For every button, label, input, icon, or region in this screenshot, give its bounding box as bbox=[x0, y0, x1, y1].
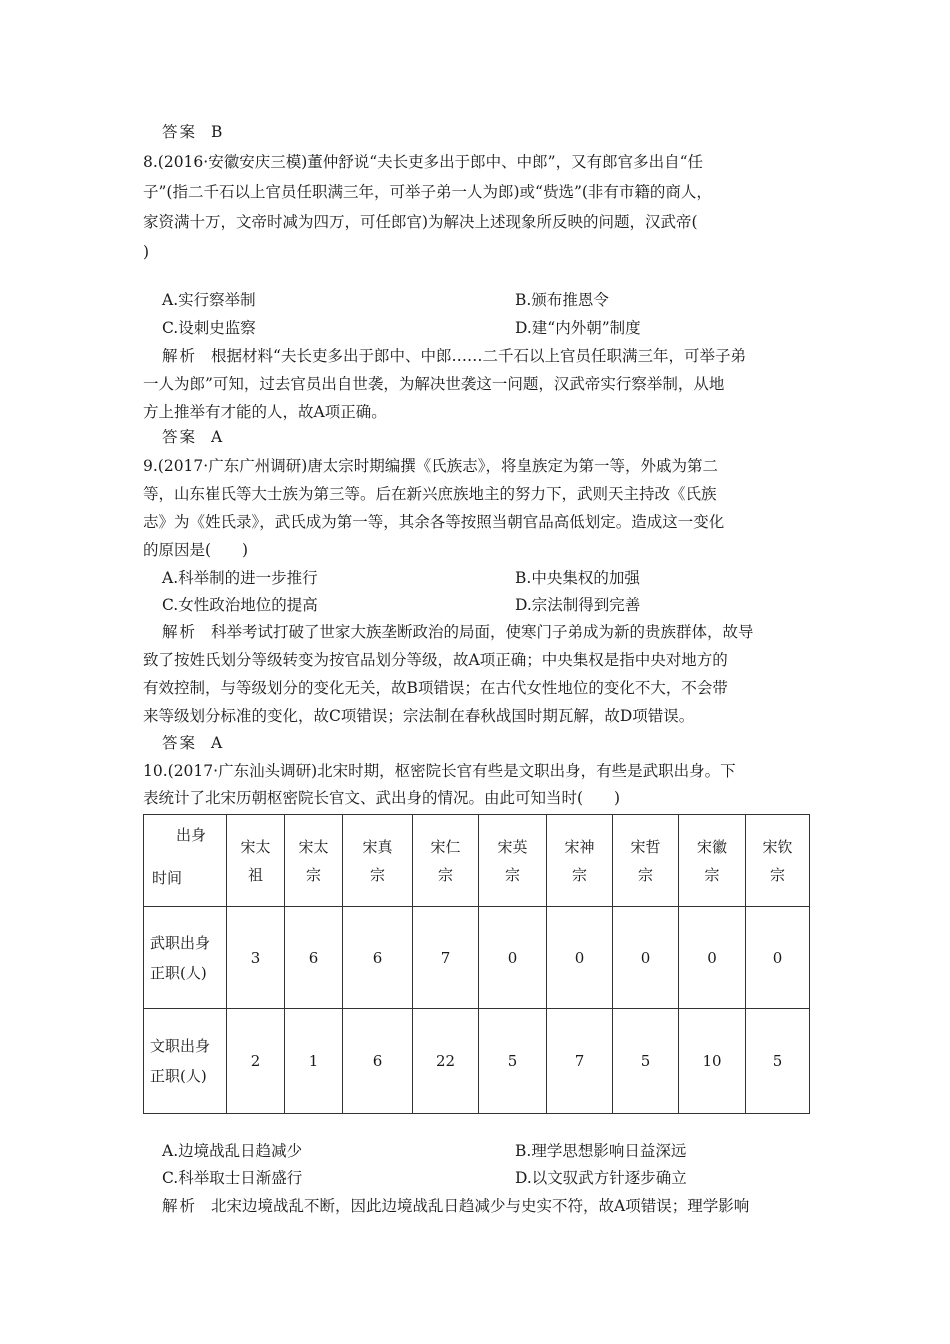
q8-line-3: 家资满十万，文帝时减为四万，可任郎官)为解决上述现象所反映的问题，汉武帝( bbox=[143, 213, 698, 231]
q8-analysis-line-1 bbox=[162, 346, 746, 366]
q10-analysis-line-1 bbox=[162, 1196, 749, 1216]
table-cell: 2 bbox=[227, 1009, 285, 1114]
q10-line-2: 表统计了北宋历朝枢密院长官文、武出身的情况。由此可知当时( ) bbox=[143, 789, 621, 807]
q10-analysis-text-1: 北宋边境战乱不断，因此边境战乱日趋减少与史实不符，故A项错误；理学影响 bbox=[211, 1197, 750, 1215]
q9-analysis-line-3: 有效控制，与等级划分的变化无关，故B项错误；在古代女性地位的变化不大，不会带 bbox=[143, 679, 728, 697]
table-cell: 0 bbox=[679, 907, 746, 1009]
col-header: 宋哲 宗 bbox=[613, 815, 679, 907]
q8-analysis-label: 解析 bbox=[162, 347, 198, 365]
table-cell: 5 bbox=[746, 1009, 810, 1114]
answer-label: 答案 bbox=[162, 123, 198, 141]
q8-line-4: ) bbox=[143, 243, 150, 261]
q8-option-c: C.设刺史监察 bbox=[162, 319, 256, 337]
table-cell: 7 bbox=[413, 907, 479, 1009]
table-cell: 3 bbox=[227, 907, 285, 1009]
col-header: 宋太 宗 bbox=[285, 815, 343, 907]
col-header: 宋徽 宗 bbox=[679, 815, 746, 907]
col-header: 宋仁 宗 bbox=[413, 815, 479, 907]
q10-analysis-label: 解析 bbox=[162, 1197, 198, 1215]
table-cell: 6 bbox=[343, 1009, 413, 1114]
table-cell: 0 bbox=[746, 907, 810, 1009]
q8-analysis-text-1: 根据材料“夫长吏多出于郎中、中郎……二千石以上官员任职满三年，可举子弟 bbox=[211, 347, 746, 365]
q9-analysis-line-2: 致了按姓氏划分等级转变为按官品划分等级，故A项正确；中央集权是指中央对地方的 bbox=[143, 651, 728, 669]
q8-line-1: 8.(2016·安徽安庆三模)董仲舒说“夫长吏多出于郎中、中郎”，又有郎官多出自“任 bbox=[143, 153, 704, 171]
table-cell: 10 bbox=[679, 1009, 746, 1114]
q10-option-d: D.以文驭武方针逐步确立 bbox=[515, 1169, 687, 1187]
q8-answer-value: A bbox=[211, 428, 223, 446]
table-cell: 6 bbox=[343, 907, 413, 1009]
q10-option-b: B.理学思想影响日益深远 bbox=[515, 1142, 687, 1160]
table-corner-cell bbox=[144, 815, 227, 907]
table-row bbox=[144, 1009, 810, 1114]
q8-option-a: A.实行察举制 bbox=[162, 291, 256, 309]
q8-answer-label: 答案 bbox=[162, 428, 198, 446]
q8-option-d: D.建“内外朝”制度 bbox=[515, 319, 641, 337]
q8-analysis-line-2: 一人为郎”可知，过去官员出自世袭，为解决世袭这一问题，汉武帝实行察举制，从地 bbox=[143, 375, 725, 393]
table-cell: 22 bbox=[413, 1009, 479, 1114]
q8-answer bbox=[162, 427, 222, 447]
q10-line-1: 10.(2017·广东汕头调研)北宋时期，枢密院长官有些是文职出身，有些是武职出身。下 bbox=[143, 762, 736, 780]
col-header: 宋真 宗 bbox=[343, 815, 413, 907]
q9-option-a: A.科举制的进一步推行 bbox=[162, 569, 318, 587]
q9-answer bbox=[162, 733, 222, 753]
row-label-military: 武职出身 正职(人) bbox=[144, 907, 227, 1009]
q9-analysis-label: 解析 bbox=[162, 623, 198, 641]
q9-line-4: 的原因是( ) bbox=[143, 541, 249, 559]
table-cell: 0 bbox=[479, 907, 547, 1009]
table-cell: 5 bbox=[613, 1009, 679, 1114]
answer-value: B bbox=[211, 123, 223, 141]
q8-option-b: B.颁布推恩令 bbox=[515, 291, 609, 309]
header-origin: 出身 bbox=[175, 826, 206, 844]
q9-option-b: B.中央集权的加强 bbox=[515, 569, 640, 587]
col-header: 宋太 祖 bbox=[227, 815, 285, 907]
row-label-civil: 文职出身 正职(人) bbox=[144, 1009, 227, 1114]
q9-line-1: 9.(2017·广东广州调研)唐太宗时期编撰《氏族志》，将皇族定为第一等，外戚为第二 bbox=[143, 457, 719, 475]
answer-line-prev bbox=[162, 122, 222, 142]
officials-table bbox=[143, 814, 810, 1114]
table-header-row bbox=[144, 815, 810, 907]
table-cell: 5 bbox=[479, 1009, 547, 1114]
q9-line-3: 志》为《姓氏录》，武氏成为第一等，其余各等按照当朝官品高低划定。造成这一变化 bbox=[143, 513, 725, 531]
table-cell: 6 bbox=[285, 907, 343, 1009]
col-header: 宋钦 宗 bbox=[746, 815, 810, 907]
q9-option-c: C.女性政治地位的提高 bbox=[162, 596, 318, 614]
table-row bbox=[144, 907, 810, 1009]
q10-option-c: C.科举取士日渐盛行 bbox=[162, 1169, 303, 1187]
table-cell: 1 bbox=[285, 1009, 343, 1114]
table-cell: 0 bbox=[613, 907, 679, 1009]
q8-analysis-line-3: 方上推举有才能的人，故A项正确。 bbox=[143, 403, 387, 421]
header-time: 时间 bbox=[152, 869, 183, 887]
q10-option-a: A.边境战乱日趋减少 bbox=[162, 1142, 303, 1160]
q9-answer-label: 答案 bbox=[162, 734, 198, 752]
col-header: 宋英 宗 bbox=[479, 815, 547, 907]
q9-line-2: 等，山东崔氏等大士族为第三等。后在新兴庶族地主的努力下，武则天主持改《氏族 bbox=[143, 485, 717, 503]
q9-analysis-text-1: 科举考试打破了世家大族垄断政治的局面，使寒门子弟成为新的贵族群体，故导 bbox=[211, 623, 754, 641]
col-header: 宋神 宗 bbox=[547, 815, 613, 907]
q8-line-2: 子”(指二千石以上官员任职满三年，可举子弟一人为郎)或“赀选”(非有市籍的商人， bbox=[143, 183, 712, 201]
q9-analysis-line-4: 来等级划分标准的变化，故C项错误；宗法制在春秋战国时期瓦解，故D项错误。 bbox=[143, 707, 695, 725]
table-cell: 7 bbox=[547, 1009, 613, 1114]
q9-option-d: D.宗法制得到完善 bbox=[515, 596, 641, 614]
q9-answer-value: A bbox=[211, 734, 223, 752]
q9-analysis-line-1 bbox=[162, 622, 754, 642]
table-cell: 0 bbox=[547, 907, 613, 1009]
